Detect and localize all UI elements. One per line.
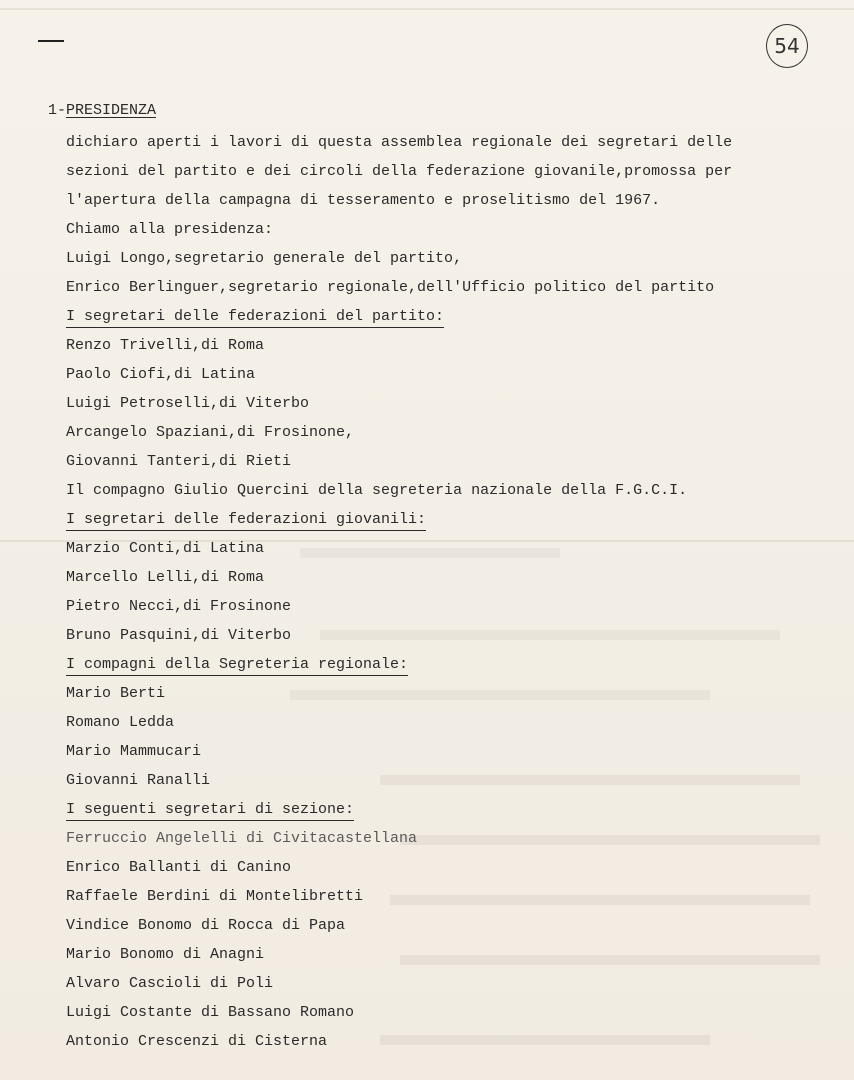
text-line: Mario Bonomo di Anagni [66,946,265,963]
text-line: Bruno Pasquini,di Viterbo [66,627,292,644]
section-heading [48,102,156,119]
text-line: dichiaro aperti i lavori di questa assemblea regionale dei segretari delle [66,134,733,151]
text-line: Raffaele Berdini di Montelibretti [66,888,364,905]
document-body [66,128,836,1056]
text-line: Marcello Lelli,di Roma [66,569,265,586]
section-label: I segretari delle federazioni giovanili: [66,510,426,531]
text-line: Luigi Petroselli,di Viterbo [66,395,310,412]
text-line: Mario Mammucari [66,743,202,760]
section-label: I seguenti segretari di sezione: [66,800,354,821]
text-line: Luigi Longo,segretario generale del partito, [66,250,463,267]
margin-dash [38,40,64,42]
section-label-line [66,795,836,824]
text-line: Alvaro Cascioli di Poli [66,975,274,992]
section-label-line [66,505,836,534]
paper-edge [0,8,854,10]
text-line: Chiamo alla presidenza: [66,221,274,238]
text-line: Vindice Bonomo di Rocca di Papa [66,917,346,934]
section-label-line [66,650,836,679]
text-line: Luigi Costante di Bassano Romano [66,1004,355,1021]
text-line: Pietro Necci,di Frosinone [66,598,292,615]
section-label: I compagni della Segreteria regionale: [66,655,408,676]
text-line: Arcangelo Spaziani,di Frosinone, [66,424,355,441]
text-line: sezioni del partito e dei circoli della federazione giovanile,promossa per [66,163,733,180]
text-line: Giovanni Ranalli [66,772,211,789]
text-line: Paolo Ciofi,di Latina [66,366,256,383]
text-line: Giovanni Tanteri,di Rieti [66,453,292,470]
heading-title: PRESIDENZA [66,102,157,119]
heading-number: 1- [48,102,67,119]
section-label-line [66,302,836,331]
section-label: I segretari delle federazioni del partito: [66,307,444,328]
text-line: Marzio Conti,di Latina [66,540,265,557]
text-line: Enrico Berlinguer,segretario regionale,dell'Ufficio politico del partito [66,279,715,296]
text-line: Renzo Trivelli,di Roma [66,337,265,354]
text-line: l'apertura della campagna di tesseramento e proselitismo del 1967. [66,192,661,209]
text-line: Mario Berti [66,685,166,702]
text-line: Enrico Ballanti di Canino [66,859,292,876]
text-line: Ferruccio Angelelli di Civitacastellana [66,830,418,847]
text-line: Il compagno Giulio Quercini della segreteria nazionale della F.G.C.I. [66,482,688,499]
text-line: Romano Ledda [66,714,175,731]
text-line: Antonio Crescenzi di Cisterna [66,1033,328,1050]
page-number-circled: 54 [766,24,808,68]
